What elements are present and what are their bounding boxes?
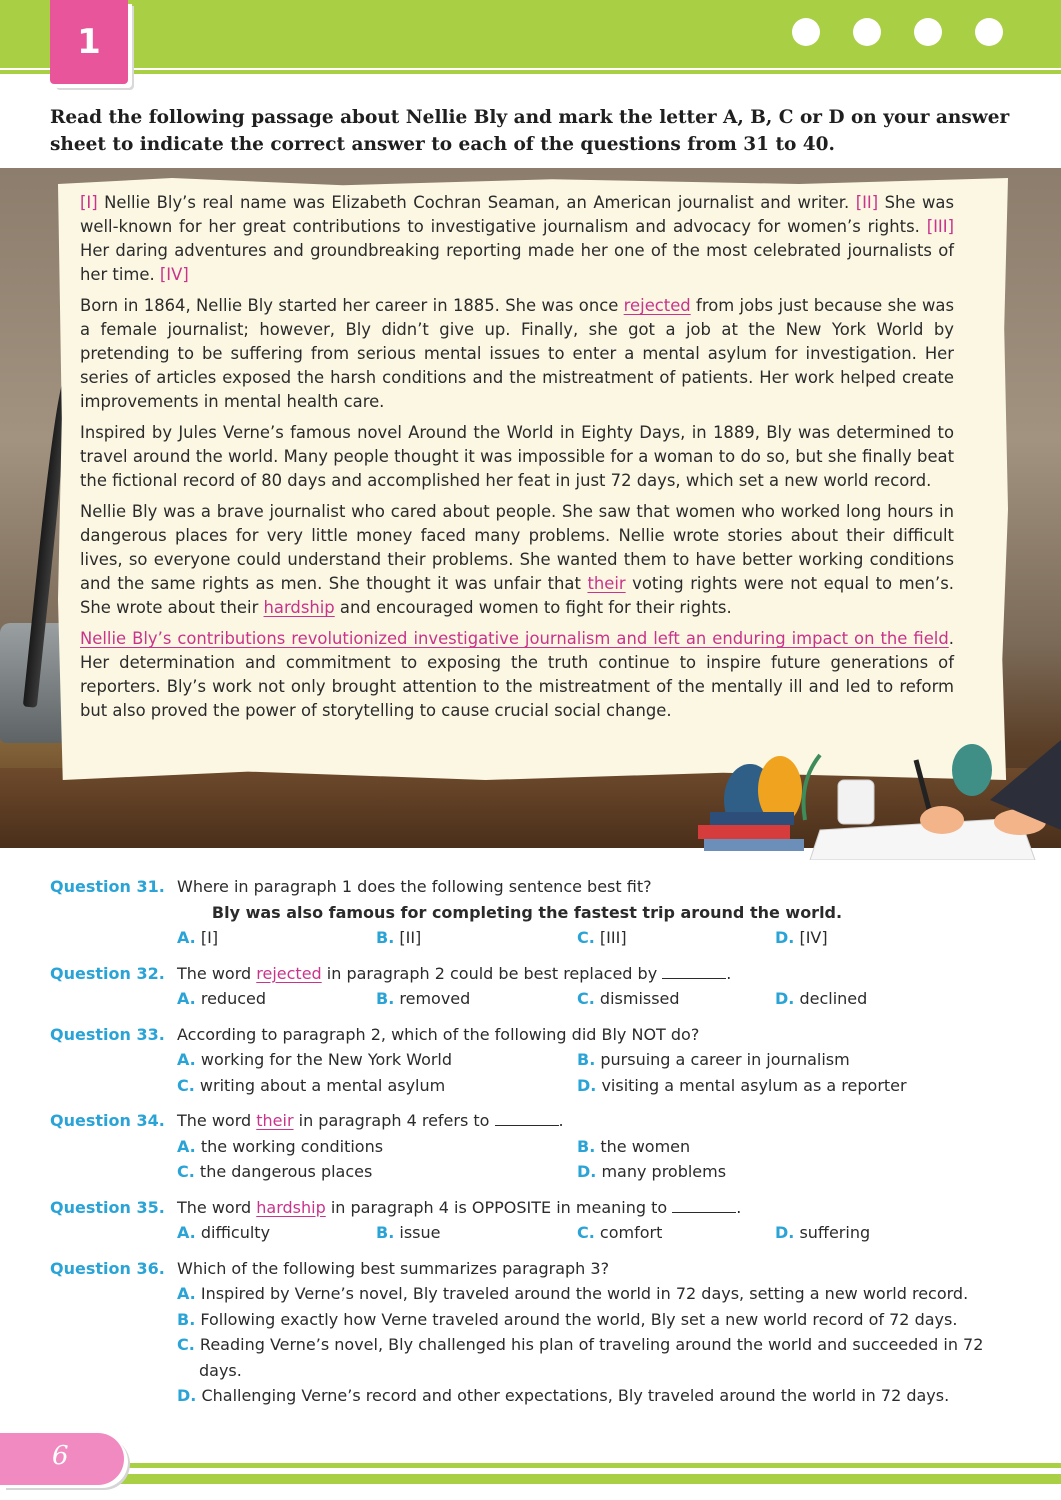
option-letter: C. <box>177 1162 195 1181</box>
options <box>177 1047 1010 1098</box>
option-text: the women <box>595 1136 691 1156</box>
footer-band <box>120 1474 1061 1484</box>
option-letter: B. <box>577 1136 596 1156</box>
stem-text: in paragraph 2 could be best replaced by <box>321 963 663 983</box>
footer-rule <box>120 1463 1061 1468</box>
question-stem: Which of the following best summarizes paragraph 3? <box>177 1258 610 1278</box>
paragraph-2 <box>80 294 954 414</box>
option-text: Following exactly how Verne traveled around the world, Bly set a new world record of 72 days. <box>195 1309 958 1329</box>
option-c[interactable] <box>177 1332 1010 1383</box>
options <box>177 1134 1010 1185</box>
option-c[interactable] <box>577 986 775 1012</box>
option-text: Inspired by Verne’s novel, Bly traveled around the world in 72 days, setting a new world record. <box>195 1284 969 1303</box>
question-32 <box>50 961 1010 1012</box>
option-letter: C. <box>177 1335 195 1354</box>
option-letter: A. <box>177 1136 196 1156</box>
option-text: the working conditions <box>195 1136 384 1156</box>
book-stack-icon <box>704 839 804 851</box>
option-letter: C. <box>177 1075 195 1095</box>
passage-text: She was well-known for her great contributions to investigative journalism and advocacy for women’s rights. <box>80 193 954 236</box>
leaf-icon <box>952 744 992 796</box>
header-rule <box>0 70 1061 74</box>
question-35 <box>50 1195 1010 1246</box>
question-label: Question 31. <box>50 877 165 896</box>
position-marker: [II] <box>855 193 879 212</box>
passage-text: Her daring adventures and groundbreaking reporting made her one of the most celebrated journalists of her time. <box>80 241 954 284</box>
option-b[interactable] <box>376 986 577 1012</box>
instruction: Read the following passage about Nellie Bly and mark the letter A, B, C or D on your answer sheet to indicate the correct answer to each of the questions from 31 to 40. <box>50 107 1010 155</box>
coffee-cup-icon <box>838 780 874 824</box>
position-marker: [IV] <box>159 265 189 284</box>
option-text: removed <box>394 989 471 1008</box>
target-word: hardship <box>263 598 335 617</box>
question-label: Question 32. <box>50 963 165 983</box>
option-letter: D. <box>775 989 795 1008</box>
option-letter: A. <box>177 1223 196 1242</box>
option-text: [IV] <box>794 928 828 947</box>
question-36 <box>50 1256 1010 1409</box>
option-d[interactable] <box>775 925 975 951</box>
page-number-badge <box>0 1433 124 1485</box>
passage-text: and encouraged women to fight for their rights. <box>334 598 732 617</box>
question-label: Question 34. <box>50 1111 165 1130</box>
option-text: difficulty <box>195 1223 271 1242</box>
option-text: Challenging Verne’s record and other expectations, Bly traveled around the world in 72 days. <box>196 1386 950 1405</box>
option-text: visiting a mental asylum as a reporter <box>596 1075 907 1095</box>
answer-blank <box>672 1199 736 1213</box>
option-b[interactable] <box>577 1134 977 1160</box>
book-stack-icon <box>710 812 794 825</box>
option-letter: C. <box>577 989 595 1008</box>
dot-icon <box>792 18 820 46</box>
option-d[interactable] <box>177 1383 1010 1409</box>
option-a[interactable] <box>177 1281 1010 1307</box>
option-b[interactable] <box>376 925 577 951</box>
question-33 <box>50 1022 1010 1099</box>
option-a[interactable] <box>177 925 376 951</box>
question-31 <box>50 874 1010 951</box>
reading-passage <box>80 191 954 730</box>
option-text: dismissed <box>594 989 680 1008</box>
option-a[interactable] <box>177 986 376 1012</box>
option-b[interactable] <box>177 1307 1010 1333</box>
option-letter: B. <box>177 1309 196 1329</box>
option-d[interactable] <box>775 986 975 1012</box>
target-word: their <box>587 574 626 593</box>
option-letter: D. <box>775 1223 795 1242</box>
option-d[interactable] <box>577 1073 977 1099</box>
focus-sentence: Bly was also famous for completing the fastest trip around the world. <box>211 902 843 922</box>
option-letter: A. <box>177 1050 196 1069</box>
question-label: Question 35. <box>50 1197 165 1217</box>
option-letter: C. <box>577 928 595 947</box>
passage-text: Nellie Bly’s real name was Elizabeth Cochran Seaman, an American journalist and writer. <box>97 193 856 212</box>
stem-text: The word <box>177 963 257 983</box>
option-letter: D. <box>577 1162 597 1181</box>
question-stem: The word their in paragraph 4 refers to . <box>177 1111 564 1130</box>
book-stack-icon <box>698 825 790 839</box>
stem-text: in paragraph 4 refers to <box>293 1111 495 1130</box>
option-text: suffering <box>794 1223 871 1242</box>
paragraph-4 <box>80 500 954 620</box>
question-label: Question 33. <box>50 1024 165 1044</box>
passage-text: voting rights were not equal to men’s. She wrote about their <box>80 574 954 617</box>
passage-text: from jobs just because she was a female journalist; however, Bly didn’t give up. Finally, she got a job at the New York World by pretending to be suffering from serious mental issues to enter a mental asylum for investigation. Her series of articles exposed the harsh conditions and the mistreatment of patients. Her work helped create improvements in mental health care. <box>80 296 954 411</box>
target-word: rejected <box>256 963 322 983</box>
plant-icon <box>803 755 820 820</box>
option-text: [III] <box>594 928 627 947</box>
position-marker: [I] <box>80 193 98 212</box>
option-b[interactable] <box>577 1047 977 1073</box>
option-a[interactable] <box>177 1047 577 1073</box>
option-letter: C. <box>577 1223 595 1242</box>
option-text: many problems <box>596 1162 727 1181</box>
unit-number: 1 <box>77 22 101 62</box>
option-letter: D. <box>775 928 795 947</box>
target-word: their <box>256 1111 294 1130</box>
option-text: reduced <box>195 989 267 1008</box>
passage-text: Born in 1864, Nellie Bly started her career in 1885. She was once <box>80 296 624 315</box>
passage-text: Nellie Bly was a brave journalist who cared about people. She saw that women who worked long hours in dangerous places for very little money faced many problems. Nellie wrote stories about their difficult lives, so everyone could understand their problems. She wanted them to have better working conditions and the same rights as men. She thought it was unfair that <box>80 502 954 593</box>
stem-text: The word <box>177 1197 257 1217</box>
option-letter: B. <box>376 1223 395 1242</box>
target-word: rejected <box>623 296 691 315</box>
option-c[interactable] <box>177 1159 577 1185</box>
target-word: hardship <box>256 1197 326 1217</box>
highlighted-sentence: Nellie Bly’s contributions revolutionized investigative journalism and left an enduring impact on the field <box>80 629 949 648</box>
question-stem: The word rejected in paragraph 2 could be best replaced by . <box>177 963 732 983</box>
question-label: Question 36. <box>50 1258 165 1278</box>
option-text: Reading Verne’s novel, Bly challenged his plan of traveling around the world and succeeded in 72 days. <box>194 1335 984 1380</box>
dot-icon <box>853 18 881 46</box>
paragraph-1 <box>80 191 954 287</box>
option-a[interactable] <box>177 1220 376 1246</box>
option-c[interactable] <box>577 925 775 951</box>
writing-illustration <box>690 700 1061 860</box>
option-letter: A. <box>177 1284 196 1303</box>
option-letter: D. <box>577 1075 597 1095</box>
unit-badge <box>50 0 128 84</box>
option-a[interactable] <box>177 1134 577 1160</box>
paragraph-3: Inspired by Jules Verne’s famous novel Around the World in Eighty Days, in 1889, Bly was determined to travel around the world. Many people thought it was impossible for a woman to do so, but she finally beat the fictional record of 80 days and accomplished her feat in just 72 days, which set a new world record. <box>80 423 954 490</box>
options <box>177 986 1010 1012</box>
option-letter: B. <box>577 1050 596 1069</box>
option-text: comfort <box>594 1223 663 1242</box>
option-letter: D. <box>177 1386 197 1405</box>
dot-icon <box>914 18 942 46</box>
stem-text: The word <box>177 1111 257 1130</box>
question-stem: The word hardship in paragraph 4 is OPPOSITE in meaning to . <box>177 1197 742 1217</box>
options <box>177 925 1010 951</box>
option-text: [II] <box>394 928 422 947</box>
option-text: declined <box>794 989 868 1008</box>
option-text: issue <box>394 1223 441 1242</box>
options <box>177 1220 1010 1246</box>
page-number: 6 <box>52 1441 69 1471</box>
answer-blank <box>495 1112 559 1126</box>
option-text: [I] <box>195 928 219 947</box>
question-34 <box>50 1108 1010 1185</box>
option-letter: B. <box>376 928 395 947</box>
question-stem: According to paragraph 2, which of the following did Bly NOT do? <box>177 1024 700 1044</box>
option-text: the dangerous places <box>194 1162 373 1181</box>
option-text: working for the New York World <box>195 1050 453 1069</box>
position-marker: [III] <box>926 217 954 236</box>
question-stem: Where in paragraph 1 does the following sentence best fit? <box>177 877 652 896</box>
hand-icon <box>920 806 964 834</box>
option-text: writing about a mental asylum <box>194 1075 446 1095</box>
option-letter: B. <box>376 989 395 1008</box>
passage-text: . Her determination and commitment to exposing the truth continue to inspire future generations of reporters. Bly’s work not only brought attention to the mistreatment of the mentally ill and led to reform but also proved the power of storytelling to cause crucial social change. <box>80 629 954 720</box>
option-c[interactable] <box>177 1073 577 1099</box>
option-text: pursuing a career in journalism <box>595 1050 850 1069</box>
option-c[interactable] <box>577 1220 775 1246</box>
dot-icon <box>975 18 1003 46</box>
header-dots <box>792 18 1003 46</box>
option-letter: A. <box>177 928 196 947</box>
questions-section <box>50 874 1010 1419</box>
option-d[interactable] <box>577 1159 977 1185</box>
option-b[interactable] <box>376 1220 577 1246</box>
stem-text: in paragraph 4 is OPPOSITE in meaning to <box>325 1197 673 1217</box>
option-letter: A. <box>177 989 196 1008</box>
answer-blank <box>662 965 726 979</box>
option-d[interactable] <box>775 1220 975 1246</box>
